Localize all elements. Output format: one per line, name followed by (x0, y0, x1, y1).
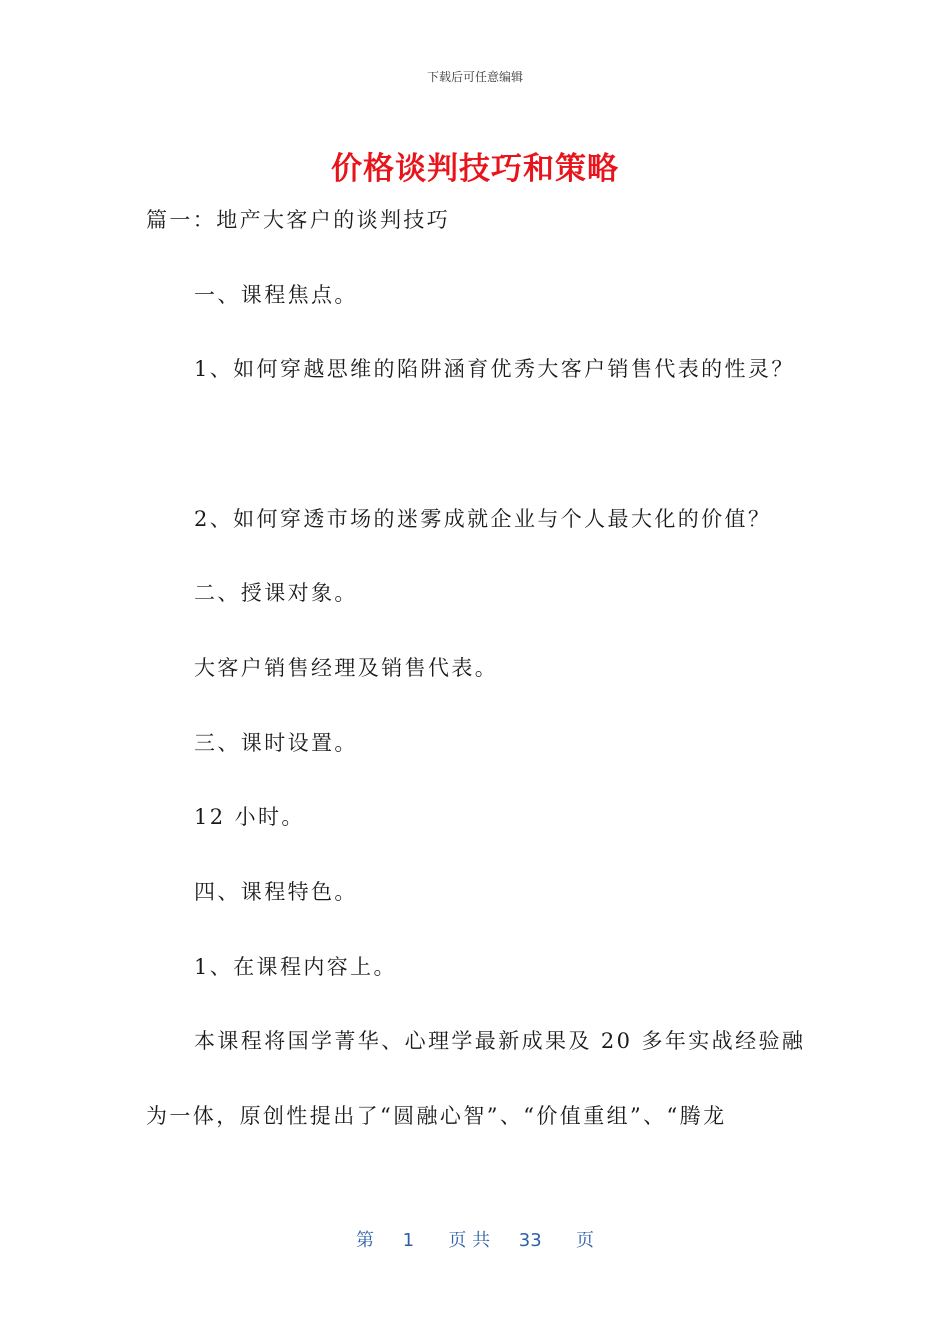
paragraph: 二、授课对象。 (194, 581, 358, 605)
footer-total-pages: 33 (518, 1230, 542, 1251)
paragraph: 12 小时。 (194, 805, 305, 829)
section-heading: 篇一：地产大客户的谈判技巧 (146, 208, 451, 232)
header-note: 下载后可任意编辑 (426, 70, 523, 84)
paragraph: 四、课程特色。 (194, 880, 358, 904)
paragraph: 三、课时设置。 (194, 731, 358, 755)
footer-current-page: 1 (402, 1230, 415, 1251)
footer-prefix: 第 (355, 1230, 374, 1251)
footer-suffix: 页 (576, 1230, 595, 1251)
paragraph: 本课程将国学菁华、心理学最新成果及 20 多年实战经验融 (194, 1029, 806, 1053)
footer-middle: 页 共 (448, 1230, 491, 1251)
paragraph: 一、课程焦点。 (194, 283, 358, 307)
page-footer (0, 1226, 950, 1252)
paragraph: 大客户销售经理及销售代表。 (194, 656, 499, 680)
paragraph: 为一体，原创性提出了“圆融心智”、“价值重组”、“腾龙 (146, 1104, 727, 1128)
paragraph: 1、在课程内容上。 (194, 955, 397, 979)
paragraph: 1、如何穿越思维的陷阱涵育优秀大客户销售代表的性灵？ (194, 357, 795, 381)
paragraph: 2、如何穿透市场的迷雾成就企业与个人最大化的价值？ (194, 507, 772, 531)
document-title: 价格谈判技巧和策略 (331, 151, 619, 187)
